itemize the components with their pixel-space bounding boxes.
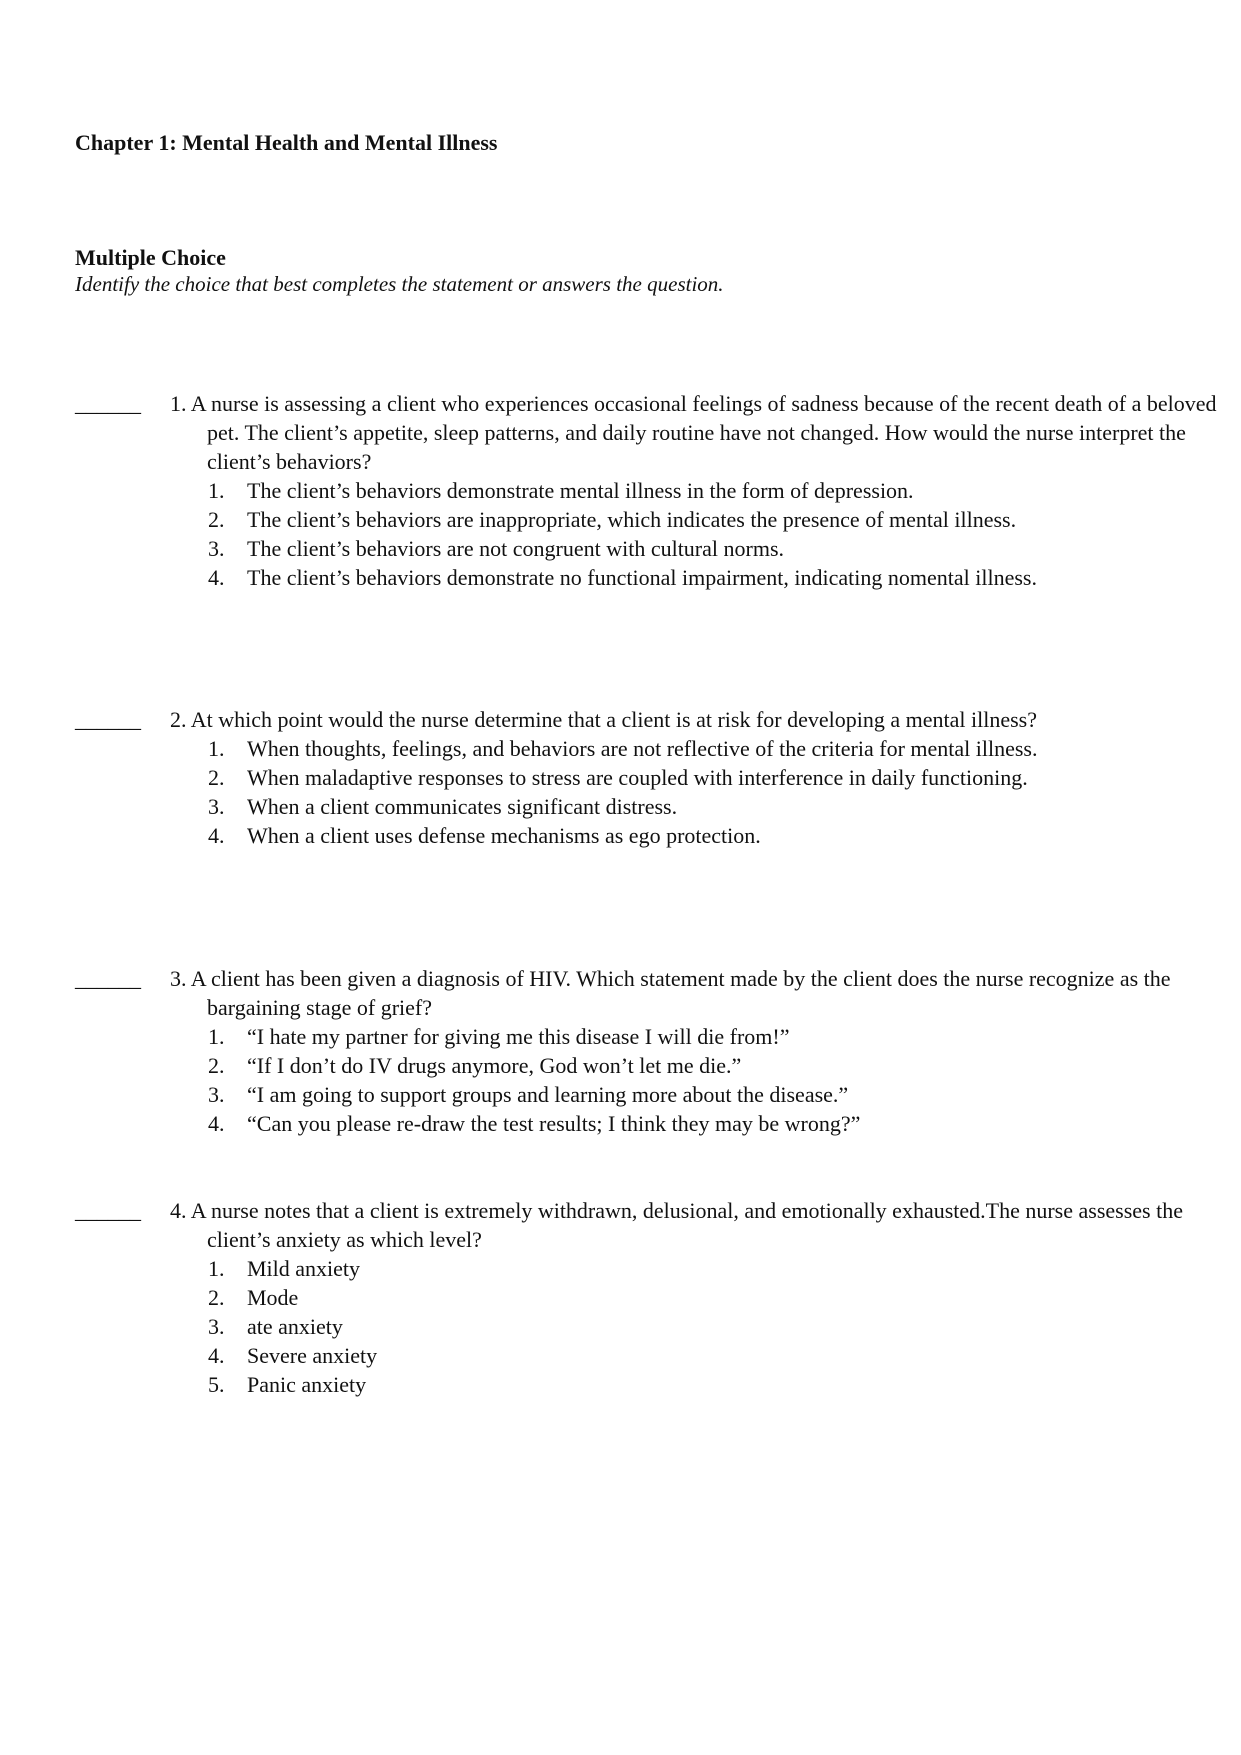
option[interactable]	[208, 763, 1047, 792]
option[interactable]	[208, 1051, 1108, 1080]
question-number: 3.	[170, 966, 187, 991]
option[interactable]	[208, 1312, 1108, 1341]
option-list	[208, 734, 1108, 850]
option-text: ate anxiety	[247, 1314, 343, 1339]
answer-blank[interactable]: ______	[75, 391, 141, 416]
option-number: 3.	[208, 794, 225, 819]
question-text: A nurse is assessing a client who experiences occasional feelings of sadness because of the recent death of a beloved pet. The client’s appetite, sleep patterns, and daily routine have not changed. How would the nurse interpret the client’s behaviors?	[190, 391, 1217, 474]
option-number: 2.	[208, 1053, 225, 1078]
question-stem	[170, 964, 1207, 1022]
answer-blank[interactable]: ______	[75, 966, 141, 991]
option-list	[208, 1022, 1108, 1138]
question-stem	[170, 1196, 1207, 1254]
option-number: 2.	[208, 1285, 225, 1310]
option-number: 4.	[208, 823, 225, 848]
answer-blank[interactable]: ______	[75, 707, 141, 732]
option-text: When a client communicates significant distress.	[247, 794, 678, 819]
option-text: When maladaptive responses to stress are coupled with interference in daily functioning.	[247, 765, 1028, 790]
question-text: At which point would the nurse determine that a client is at risk for developing a mental illness?	[190, 707, 1037, 732]
option-text: “If I don’t do IV drugs anymore, God won’t let me die.”	[247, 1053, 742, 1078]
option-number: 5.	[208, 1372, 225, 1397]
option[interactable]	[208, 734, 1107, 763]
answer-blank[interactable]: ______	[75, 1198, 141, 1223]
option-text: The client’s behaviors demonstrate mental illness in the form of depression.	[247, 478, 914, 503]
option[interactable]	[208, 476, 1108, 505]
option[interactable]	[208, 1109, 1108, 1138]
option-text: “I hate my partner for giving me this disease I will die from!”	[247, 1024, 790, 1049]
option-number: 2.	[208, 765, 225, 790]
option[interactable]	[208, 792, 1108, 821]
option-list	[208, 1254, 1108, 1399]
option[interactable]	[208, 505, 1037, 534]
question-number: 4.	[170, 1198, 187, 1223]
instructions: Identify the choice that best completes the statement or answers the question.	[75, 272, 724, 296]
question-stem	[170, 389, 1227, 476]
option[interactable]	[208, 1022, 1108, 1051]
option-number: 2.	[208, 507, 225, 532]
option[interactable]	[208, 1254, 1108, 1283]
option[interactable]	[208, 1341, 1108, 1370]
option-text: “I am going to support groups and learning more about the disease.”	[247, 1082, 849, 1107]
option-text: When thoughts, feelings, and behaviors are not reflective of the criteria for mental illness.	[247, 736, 1038, 761]
question-number: 1.	[170, 391, 187, 416]
option-number: 4.	[208, 1343, 225, 1368]
option-text: Panic anxiety	[247, 1372, 367, 1397]
option-number: 1.	[208, 1024, 225, 1049]
option[interactable]	[208, 1370, 1108, 1399]
option-text: “Can you please re-draw the test results; I think they may be wrong?”	[247, 1111, 861, 1136]
option-text: The client’s behaviors are not congruent with cultural norms.	[247, 536, 785, 561]
option-text: The client’s behaviors are inappropriate, which indicates the presence of mental illness.	[247, 507, 1017, 532]
option[interactable]	[208, 821, 1108, 850]
section-heading: Multiple Choice	[75, 245, 226, 270]
option-text: Mild anxiety	[247, 1256, 361, 1281]
option-text: Mode	[247, 1285, 299, 1310]
option-number: 4.	[208, 1111, 225, 1136]
option[interactable]	[208, 563, 1107, 592]
chapter-title: Chapter 1: Mental Health and Mental Illness	[75, 130, 498, 155]
option-text: The client’s behaviors demonstrate no functional impairment, indicating nomental illness.	[247, 565, 1037, 590]
option[interactable]	[208, 1080, 1108, 1109]
option-number: 4.	[208, 565, 225, 590]
option-list	[208, 476, 1108, 592]
option[interactable]	[208, 1283, 1108, 1312]
option[interactable]	[208, 534, 1108, 563]
option-number: 1.	[208, 736, 225, 761]
question-text: A client has been given a diagnosis of HIV. Which statement made by the client does the nurse recognize as the bargaining stage of grief?	[190, 966, 1171, 1020]
option-text: Severe anxiety	[247, 1343, 378, 1368]
question-text: A nurse notes that a client is extremely withdrawn, delusional, and emotionally exhausted.The nurse assesses the client’s anxiety as which level?	[190, 1198, 1183, 1252]
option-number: 1.	[208, 478, 225, 503]
option-text: When a client uses defense mechanisms as ego protection.	[247, 823, 761, 848]
option-number: 3.	[208, 1314, 225, 1339]
option-number: 3.	[208, 1082, 225, 1107]
option-number: 3.	[208, 536, 225, 561]
option-number: 1.	[208, 1256, 225, 1281]
question-stem	[170, 705, 1241, 734]
question-number: 2.	[170, 707, 187, 732]
